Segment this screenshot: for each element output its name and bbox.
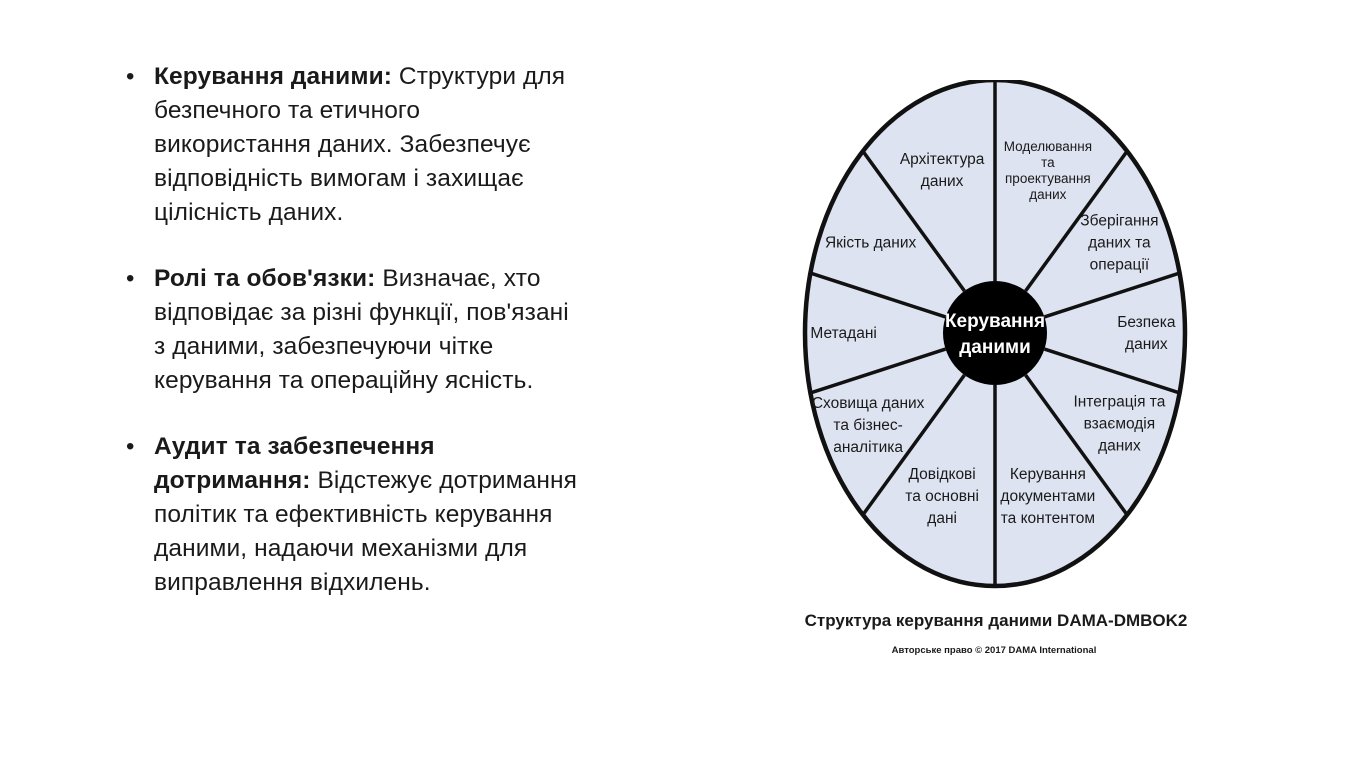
hub-label: Керування: [944, 311, 1046, 332]
segment-label: Моделювання: [1003, 139, 1093, 155]
bullet-text: Визначає, хто відповідає за різні функції, пов'язані з даними, забезпечуючи чітке керування та операційну ясність.: [154, 265, 569, 394]
segment-label: проектування: [1005, 171, 1091, 187]
bullet-text: Структури для безпечного та етичного використання даних. Забезпечує відповідність вимогам і захищає цілісність даних.: [154, 63, 566, 226]
segment-label: документами: [1000, 487, 1096, 505]
bullet-item-governance: [124, 60, 584, 230]
segment-label: Довідкові: [908, 465, 976, 483]
hub-label: даними: [959, 337, 1031, 358]
segment-label: даних та: [1088, 234, 1151, 252]
segment-label: дані: [927, 509, 957, 527]
segment-label: та: [1041, 155, 1055, 171]
segment-label: Інтеграція та: [1073, 393, 1166, 411]
segment-label: операції: [1089, 256, 1150, 274]
segment-label: взаємодія: [1083, 415, 1156, 433]
segment-label: та бізнес-: [833, 417, 903, 435]
bullet-list: [124, 60, 584, 600]
segment-label: даних: [1098, 437, 1141, 455]
bullet-dot-icon: •: [126, 63, 135, 90]
segment-label: та основні: [905, 487, 979, 505]
segment-label: Метадані: [810, 325, 877, 342]
diagram-caption: Структура керування даними DAMA-DMBOK2: [804, 611, 1188, 630]
bullet-term: Ролі та обов'язки:: [154, 265, 376, 292]
bullet-term: Аудит та забезпечення дотримання:: [154, 433, 435, 494]
segment-label: Зберігання: [1080, 212, 1159, 230]
segment-label: Керування: [1009, 465, 1086, 483]
segment-label: даних: [1125, 336, 1168, 353]
bullet-item-roles: [124, 262, 584, 398]
diagram-copyright: Авторське право © 2017 DAMA International: [891, 645, 1097, 656]
dama-wheel-svg: [790, 80, 1200, 670]
segment-label: даних: [920, 173, 964, 191]
bullet-item-audit: [124, 430, 584, 600]
wheel-hub: [943, 281, 1047, 385]
bullet-text: Відстежує дотримання політик та ефективність керування даними, надаючи механізми для виправлення відхилень.: [154, 467, 577, 596]
bullet-dot-icon: •: [126, 265, 135, 292]
bullet-term: Керування даними:: [154, 63, 392, 90]
segment-label: даних: [1029, 187, 1067, 203]
segment-label: Безпека: [1117, 314, 1176, 331]
segment-label: та контентом: [1000, 509, 1096, 527]
bullet-dot-icon: •: [126, 433, 135, 460]
segment-label: Якість даних: [824, 234, 917, 252]
segment-label: Сховища даних: [811, 395, 925, 413]
segment-label: аналітика: [833, 439, 904, 457]
segment-label: Архітектура: [899, 151, 985, 169]
dama-wheel-diagram: [790, 80, 1200, 670]
